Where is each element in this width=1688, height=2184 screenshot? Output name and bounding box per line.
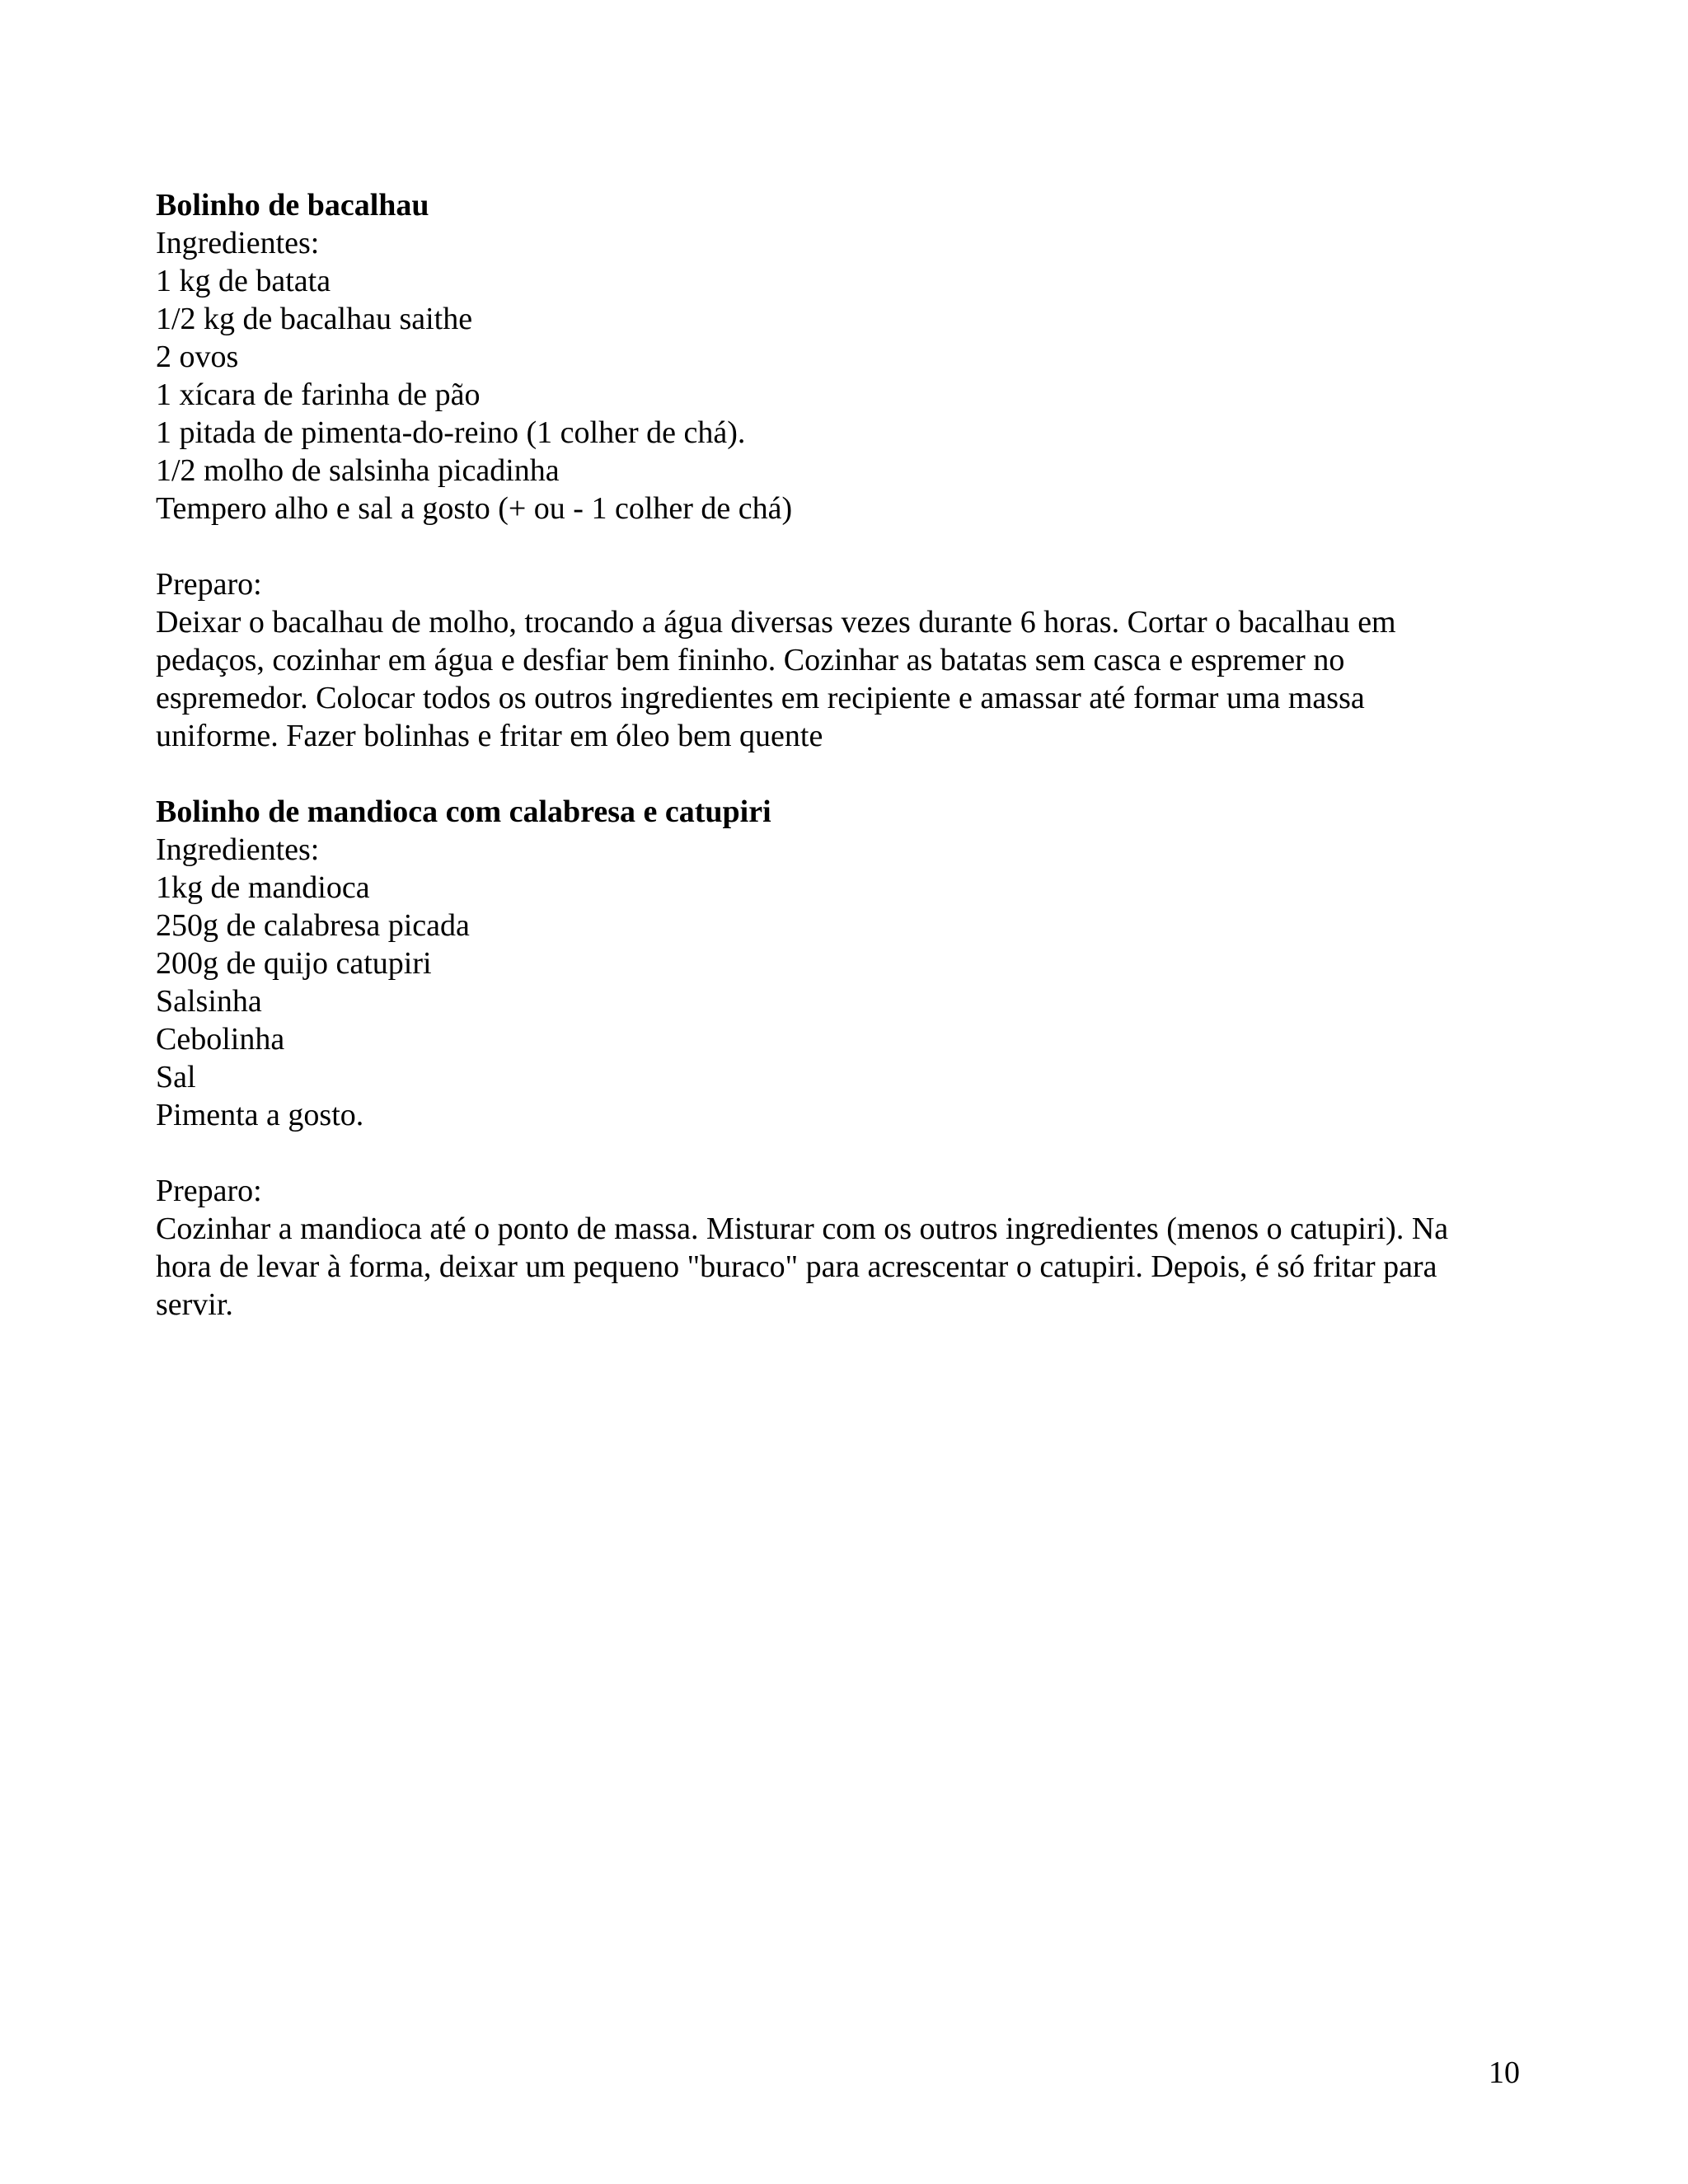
preparation-line: pedaços, cozinhar em água e desfiar bem fininho. Cozinhar as batatas sem casca e espremer no [156,643,1345,677]
ingredient-item: 200g de quijo catupiri [156,946,432,981]
ingredient-item: 1 pitada de pimenta-do-reino (1 colher de chá). [156,415,746,450]
ingredient-item: Salsinha [156,984,262,1019]
recipe-bolinho-de-bacalhau [156,186,1532,755]
ingredients-list [156,869,1532,1134]
ingredient-item: 2 ovos [156,340,239,374]
preparation-line: hora de levar à forma, deixar um pequeno "buraco" para acrescentar o catupiri. Depois, é só fritar para [156,1249,1437,1284]
ingredients-list [156,262,1532,527]
ingredients-label: Ingredientes: [156,832,320,867]
spacer [156,527,1532,565]
ingredient-item: 1 kg de batata [156,264,331,298]
ingredient-item: 250g de calabresa picada [156,908,470,943]
preparation-line: servir. [156,1287,233,1322]
ingredient-item: Cebolinha [156,1022,285,1057]
recipe-title: Bolinho de mandioca com calabresa e catupiri [156,794,771,829]
recipe-title: Bolinho de bacalhau [156,188,429,223]
ingredient-item: 1 xícara de farinha de pão [156,377,481,412]
ingredient-item: 1kg de mandioca [156,870,370,905]
ingredient-item: Sal [156,1060,196,1094]
preparation-label: Preparo: [156,1174,262,1208]
preparation-line: espremedor. Colocar todos os outros ingredientes em recipiente e amassar até formar uma massa [156,681,1365,715]
ingredient-item: 1/2 molho de salsinha picadinha [156,453,560,488]
preparation-text [156,603,1532,755]
page-number: 10 [1489,2055,1520,2090]
preparation-line: Deixar o bacalhau de molho, trocando a água diversas vezes durante 6 horas. Cortar o bacalhau em [156,605,1396,640]
preparation-line: Cozinhar a mandioca até o ponto de massa. Misturar com os outros ingredientes (menos o catupiri). Na [156,1212,1449,1246]
spacer [156,755,1532,793]
ingredient-item: Tempero alho e sal a gosto (+ ou - 1 colher de chá) [156,491,793,526]
preparation-text [156,1210,1532,1324]
spacer [156,1134,1532,1172]
ingredient-item: Pimenta a gosto. [156,1098,364,1132]
page-content [156,186,1532,1324]
preparation-label: Preparo: [156,567,262,602]
recipe-bolinho-de-mandioca [156,793,1532,1324]
ingredient-item: 1/2 kg de bacalhau saithe [156,302,473,336]
preparation-line: uniforme. Fazer bolinhas e fritar em óleo bem quente [156,719,823,753]
ingredients-label: Ingredientes: [156,226,320,260]
